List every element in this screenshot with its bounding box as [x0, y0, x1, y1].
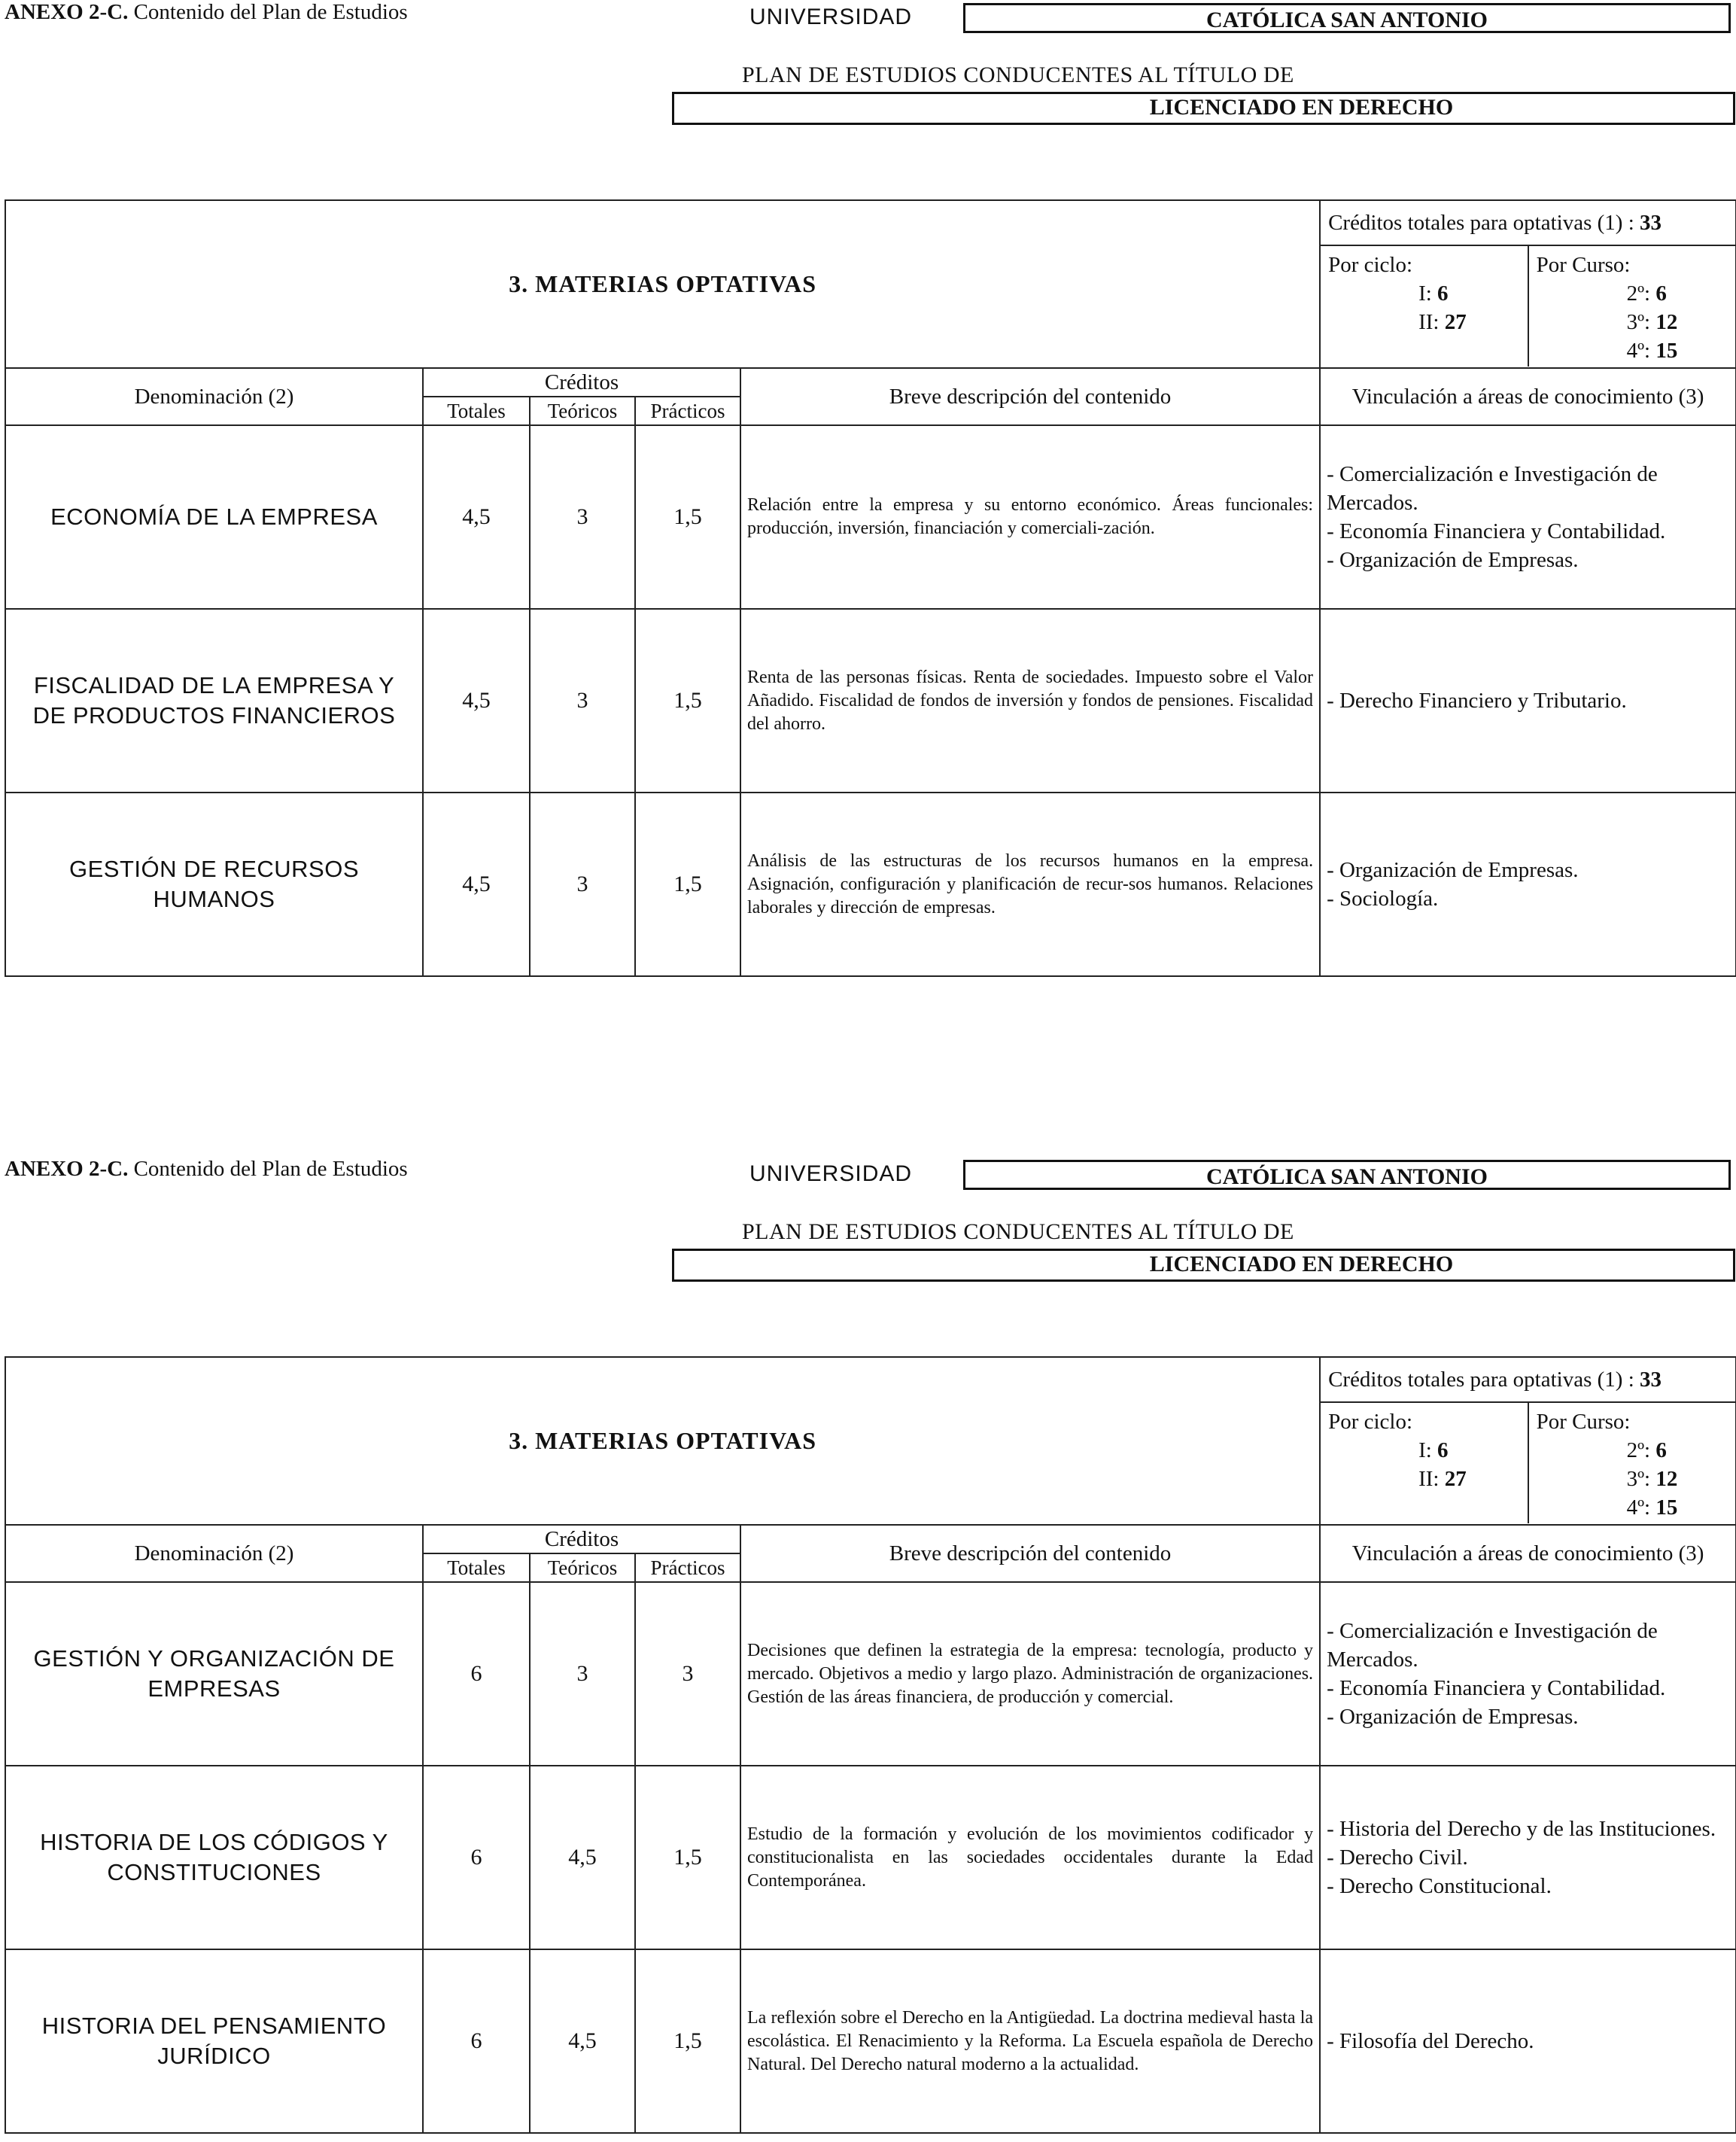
section-title: 3. MATERIAS OPTATIVAS	[5, 200, 1320, 368]
annex-heading: ANEXO 2-C. Contenido del Plan de Estudios	[5, 1157, 408, 1181]
area-item: - Comercialización e Investigación de Mercados.	[1327, 1619, 1658, 1672]
subject-name: HISTORIA DEL PENSAMIENTO JURÍDICO	[5, 1949, 423, 2133]
header-practicos: Prácticos	[635, 1553, 740, 1582]
credits-teoricos: 3	[530, 1582, 635, 1766]
header-teoricos: Teóricos	[530, 397, 635, 425]
area-item: - Organización de Empresas.	[1327, 858, 1579, 882]
subject-areas	[1320, 793, 1736, 976]
curso-entry: 2º: 6	[1626, 281, 1667, 306]
por-curso: Por Curso: 2º: 6 3º: 12 4º: 15	[1529, 246, 1736, 367]
credits-totales: 4,5	[423, 425, 530, 609]
area-item: - Historia del Derecho y de las Instituciones.	[1327, 1817, 1716, 1841]
header-vinculacion: Vinculación a áreas de conocimiento (3)	[1320, 368, 1736, 425]
subject-areas	[1320, 1582, 1736, 1766]
header-totales: Totales	[423, 397, 530, 425]
subject-name: ECONOMÍA DE LA EMPRESA	[5, 425, 423, 609]
subject-description: La reflexión sobre el Derecho en la Antigüedad. La doctrina medieval hasta la escolástica. El Renacimiento y la Reforma. La Escuela española de Derecho Natural. Del Derecho natural moderno a la actualidad.	[740, 1949, 1320, 2133]
header-denominacion: Denominación (2)	[5, 368, 423, 425]
header-teoricos: Teóricos	[530, 1553, 635, 1582]
university-label: UNIVERSIDAD	[749, 5, 913, 29]
ciclo-entry: I: 6	[1418, 281, 1449, 306]
header-practicos: Prácticos	[635, 397, 740, 425]
university-name: CATÓLICA SAN ANTONIO	[963, 1160, 1731, 1190]
ciclo-entry: II: 27	[1418, 1467, 1467, 1491]
credits-summary	[1320, 200, 1736, 368]
degree-title: LICENCIADO EN DERECHO	[672, 92, 1735, 125]
subject-description: Decisiones que definen la estrategia de la empresa: tecnología, producto y mercado. Objetivos a medio y largo plazo. Administración de organizaciones. Gestión de las áreas financiera, de producción y comercial.	[740, 1582, 1320, 1766]
curso-entry: 3º: 12	[1626, 310, 1678, 334]
credits-practicos: 1,5	[635, 1766, 740, 1949]
table-row	[5, 1582, 1736, 1766]
degree-title: LICENCIADO EN DERECHO	[672, 1249, 1735, 1282]
credits-totales: 4,5	[423, 793, 530, 976]
university-name: CATÓLICA SAN ANTONIO	[963, 3, 1731, 33]
subject-description: Relación entre la empresa y su entorno económico. Áreas funcionales: producción, inversión, financiación y comerciali-zación.	[740, 425, 1320, 609]
header-vinculacion: Vinculación a áreas de conocimiento (3)	[1320, 1525, 1736, 1582]
credits-total: Créditos totales para optativas (1) : 33	[1321, 1358, 1735, 1403]
subject-description: Análisis de las estructuras de los recursos humanos en la empresa. Asignación, configuración y planificación de recur-sos humanos. Relaciones laborales y dirección de empresas.	[740, 793, 1320, 976]
credits-totales: 4,5	[423, 609, 530, 793]
credits-practicos: 3	[635, 1582, 740, 1766]
area-item: - Derecho Financiero y Tributario.	[1327, 689, 1627, 713]
table-row	[5, 793, 1736, 976]
subject-name: HISTORIA DE LOS CÓDIGOS Y CONSTITUCIONES	[5, 1766, 423, 1949]
university-label: UNIVERSIDAD	[749, 1161, 913, 1186]
header-creditos: Créditos	[423, 368, 740, 397]
area-item: - Economía Financiera y Contabilidad.	[1327, 519, 1666, 543]
area-item: - Organización de Empresas.	[1327, 548, 1579, 572]
subject-description: Renta de las personas físicas. Renta de sociedades. Impuesto sobre el Valor Añadido. Fiscalidad de fondos de inversión y fondos de pensiones. Fiscalidad del ahorro.	[740, 609, 1320, 793]
header-descripcion: Breve descripción del contenido	[740, 368, 1320, 425]
ciclo-entry: I: 6	[1418, 1438, 1449, 1462]
subject-name: GESTIÓN DE RECURSOS HUMANOS	[5, 793, 423, 976]
credits-teoricos: 4,5	[530, 1949, 635, 2133]
credits-totales: 6	[423, 1949, 530, 2133]
credits-teoricos: 3	[530, 609, 635, 793]
por-ciclo: Por ciclo: I: 6 II: 27	[1321, 246, 1529, 367]
credits-practicos: 1,5	[635, 1949, 740, 2133]
credits-practicos: 1,5	[635, 609, 740, 793]
subject-areas	[1320, 1949, 1736, 2133]
plan-label: PLAN DE ESTUDIOS CONDUCENTES AL TÍTULO DE	[742, 62, 1294, 87]
area-item: - Derecho Civil.	[1327, 1845, 1468, 1870]
section-title: 3. MATERIAS OPTATIVAS	[5, 1357, 1320, 1525]
area-item: - Comercialización e Investigación de Mercados.	[1327, 462, 1658, 515]
subject-name: GESTIÓN Y ORGANIZACIÓN DE EMPRESAS	[5, 1582, 423, 1766]
annex-heading: ANEXO 2-C. Contenido del Plan de Estudios	[5, 0, 408, 24]
curso-entry: 2º: 6	[1626, 1438, 1667, 1462]
credits-practicos: 1,5	[635, 793, 740, 976]
subject-name: FISCALIDAD DE LA EMPRESA Y DE PRODUCTOS FINANCIEROS	[5, 609, 423, 793]
curso-entry: 4º: 15	[1626, 339, 1678, 363]
credits-teoricos: 3	[530, 793, 635, 976]
subject-areas	[1320, 609, 1736, 793]
header-creditos: Créditos	[423, 1525, 740, 1553]
subject-description: Estudio de la formación y evolución de los movimientos codificador y constitucionalista en las sociedades occidentales durante la Edad Contemporánea.	[740, 1766, 1320, 1949]
plan-label: PLAN DE ESTUDIOS CONDUCENTES AL TÍTULO DE	[742, 1219, 1294, 1244]
credits-total: Créditos totales para optativas (1) : 33	[1321, 201, 1735, 246]
header-denominacion: Denominación (2)	[5, 1525, 423, 1582]
subjects-table	[5, 1356, 1736, 2134]
subject-areas	[1320, 425, 1736, 609]
table-row	[5, 609, 1736, 793]
area-item: - Economía Financiera y Contabilidad.	[1327, 1676, 1666, 1700]
credits-practicos: 1,5	[635, 425, 740, 609]
header-descripcion: Breve descripción del contenido	[740, 1525, 1320, 1582]
por-ciclo: Por ciclo: I: 6 II: 27	[1321, 1403, 1529, 1523]
table-row	[5, 425, 1736, 609]
credits-summary	[1320, 1357, 1736, 1525]
credits-teoricos: 4,5	[530, 1766, 635, 1949]
credits-teoricos: 3	[530, 425, 635, 609]
table-row	[5, 1766, 1736, 1949]
area-item: - Derecho Constitucional.	[1327, 1874, 1552, 1898]
curso-entry: 3º: 12	[1626, 1467, 1678, 1491]
header-totales: Totales	[423, 1553, 530, 1582]
ciclo-entry: II: 27	[1418, 310, 1467, 334]
por-curso: Por Curso: 2º: 6 3º: 12 4º: 15	[1529, 1403, 1736, 1523]
subject-areas	[1320, 1766, 1736, 1949]
curso-entry: 4º: 15	[1626, 1495, 1678, 1520]
credits-totales: 6	[423, 1766, 530, 1949]
area-item: - Organización de Empresas.	[1327, 1705, 1579, 1729]
table-row	[5, 1949, 1736, 2133]
subjects-table	[5, 199, 1736, 977]
credits-totales: 6	[423, 1582, 530, 1766]
area-item: - Sociología.	[1327, 887, 1439, 911]
area-item: - Filosofía del Derecho.	[1327, 2029, 1534, 2053]
